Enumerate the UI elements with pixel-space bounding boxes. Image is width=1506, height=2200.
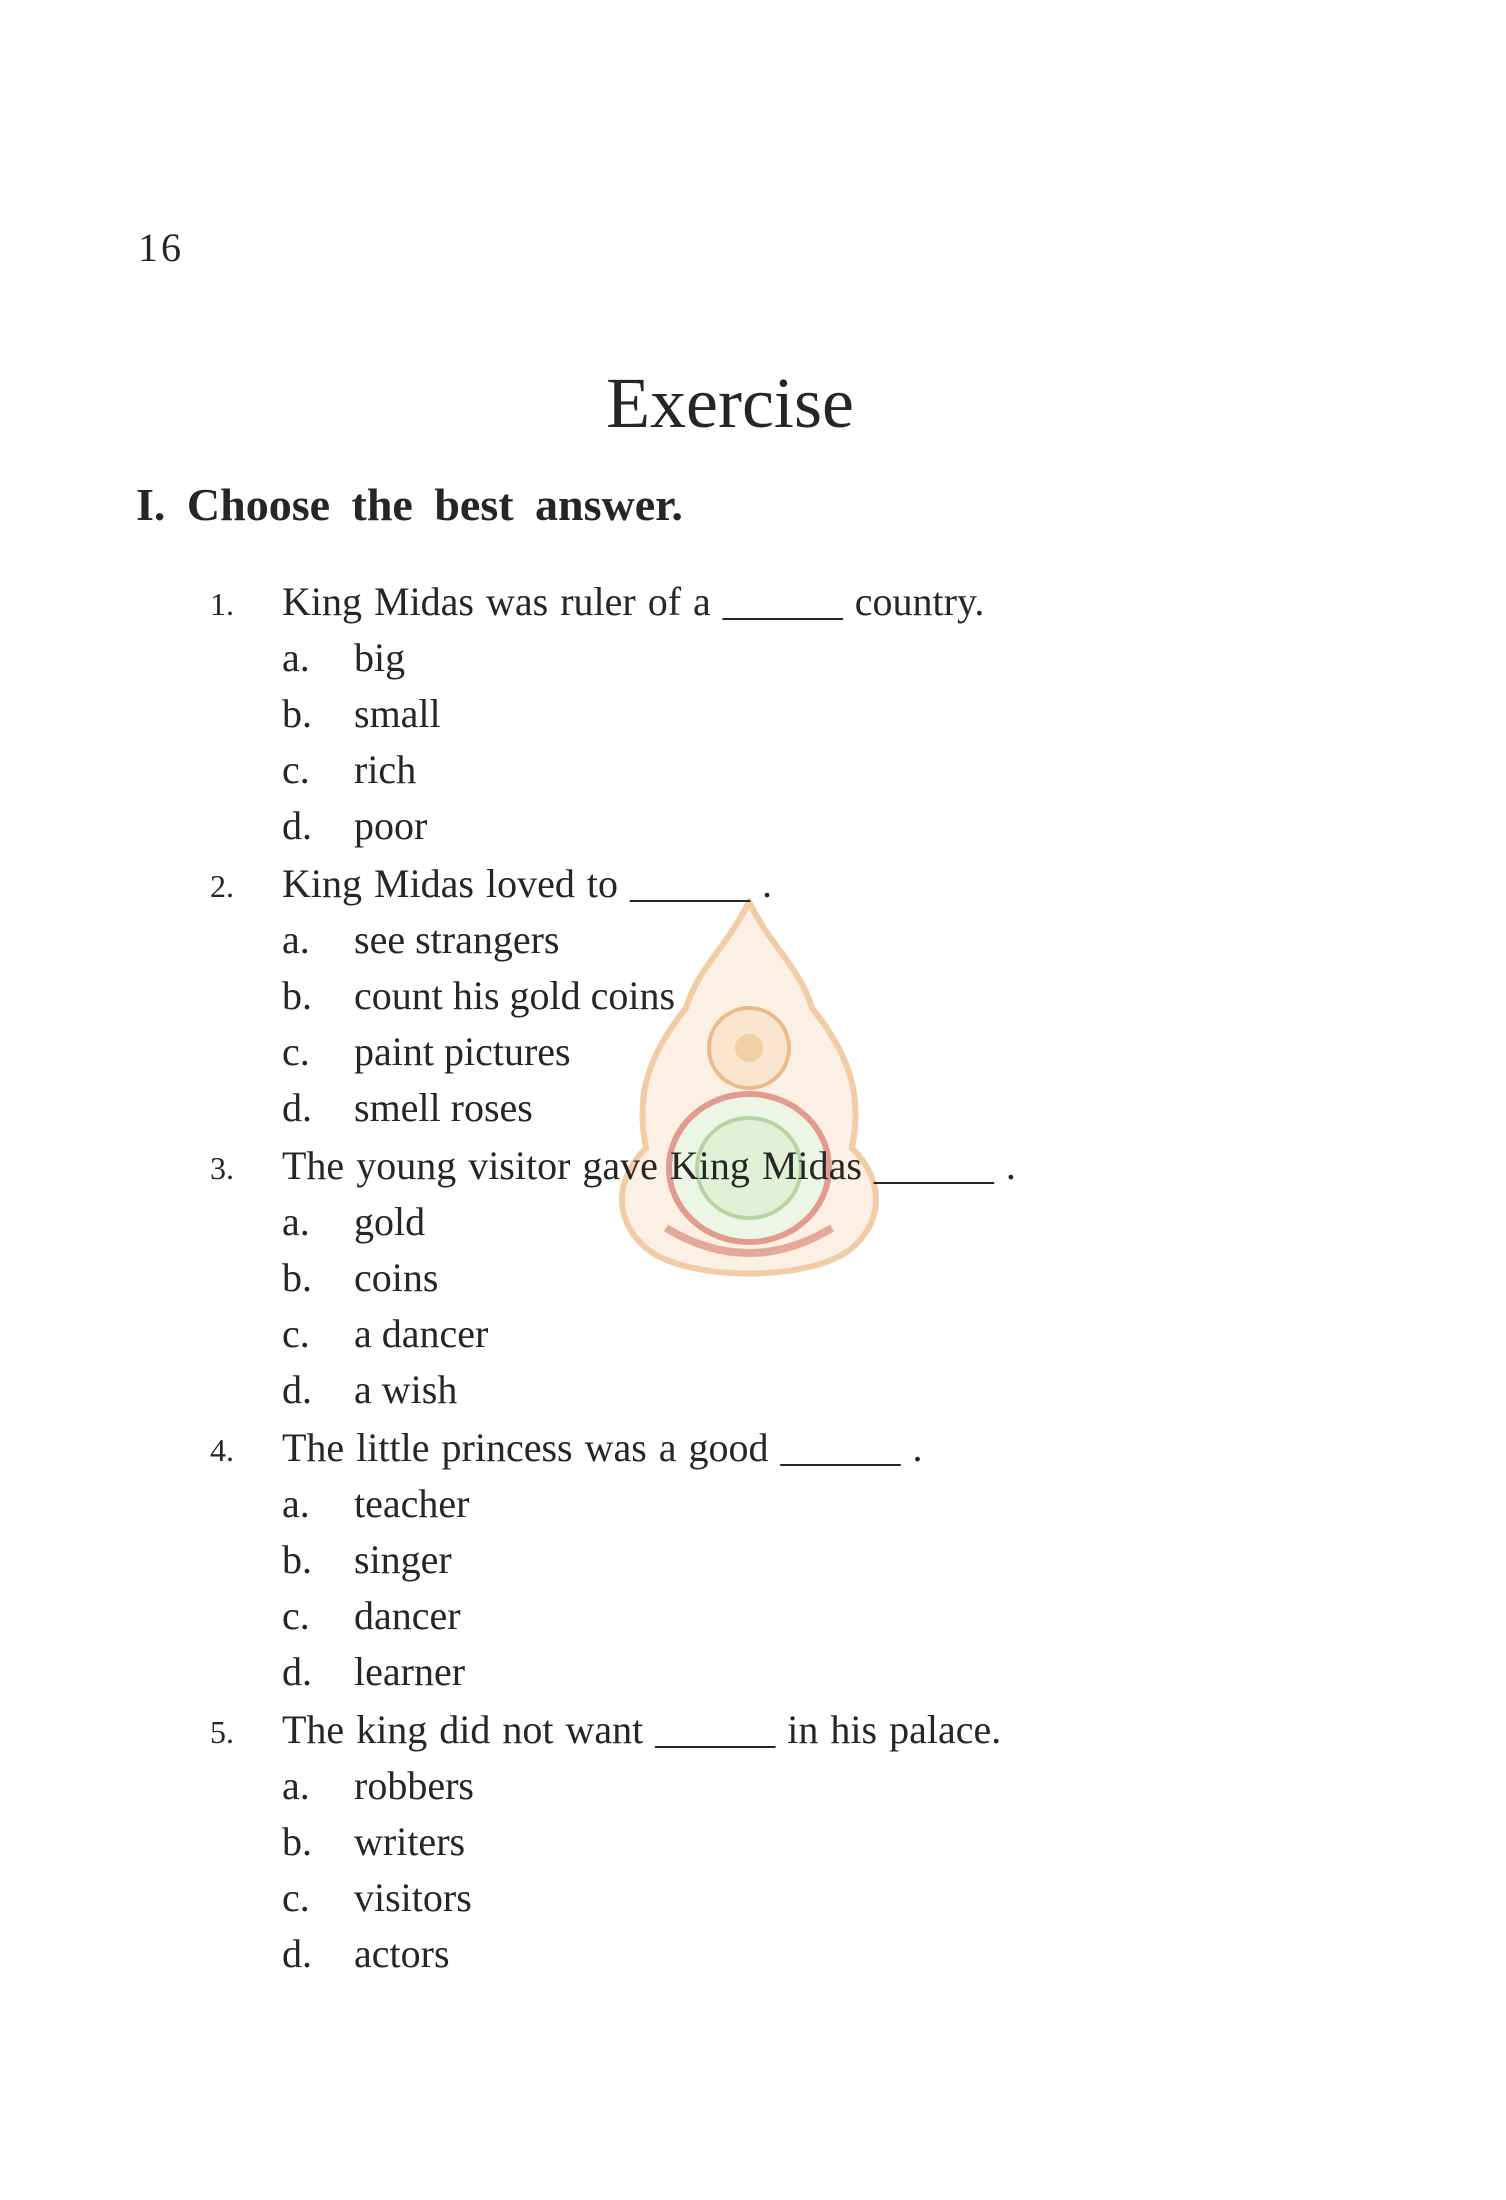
question-item (210, 1706, 1002, 1976)
option-item[interactable] (282, 916, 559, 963)
option-item[interactable] (282, 1536, 452, 1583)
option-item[interactable] (282, 1874, 472, 1921)
option-text: see strangers (354, 917, 560, 962)
option-letter: c. (282, 1875, 310, 1920)
option-letter: a. (282, 1763, 310, 1808)
option-text: dancer (354, 1593, 461, 1638)
question-number: 3. (210, 1150, 234, 1186)
question-item (210, 578, 985, 848)
option-letter: a. (282, 1481, 310, 1526)
option-letter: b. (282, 1255, 312, 1300)
option-item[interactable] (282, 1028, 571, 1075)
option-item[interactable] (282, 1084, 533, 1131)
option-item[interactable] (282, 1648, 465, 1695)
option-item[interactable] (282, 972, 675, 1019)
option-text: singer (354, 1537, 452, 1582)
option-text: paint pictures (354, 1029, 571, 1074)
option-text: robbers (354, 1763, 474, 1808)
option-letter: d. (282, 803, 312, 848)
option-text: writers (354, 1819, 466, 1864)
question-text: King Midas was ruler of a ______ country. (282, 579, 985, 624)
option-item[interactable] (282, 1366, 457, 1413)
option-letter: b. (282, 691, 312, 736)
emblem-watermark-icon (606, 898, 892, 1284)
option-text: rich (354, 747, 417, 792)
option-item[interactable] (282, 1592, 461, 1639)
option-text: count his gold coins (354, 973, 676, 1018)
option-letter: c. (282, 1593, 310, 1638)
option-item[interactable] (282, 1480, 469, 1527)
option-text: learner (354, 1649, 466, 1694)
option-text: big (354, 635, 406, 680)
option-letter: a. (282, 1199, 310, 1244)
option-letter: d. (282, 1649, 312, 1694)
option-letter: b. (282, 1819, 312, 1864)
option-item[interactable] (282, 634, 405, 681)
option-text: teacher (354, 1481, 470, 1526)
option-letter: a. (282, 917, 310, 962)
option-text: visitors (354, 1875, 472, 1920)
question-text: The king did not want ______ in his palace. (282, 1707, 1002, 1752)
question-number: 1. (210, 586, 234, 622)
option-item[interactable] (282, 802, 427, 849)
option-item[interactable] (282, 1818, 465, 1865)
option-item[interactable] (282, 746, 416, 793)
option-letter: b. (282, 973, 312, 1018)
question-number: 5. (210, 1714, 234, 1750)
option-letter: c. (282, 1311, 310, 1356)
option-letter: b. (282, 1537, 312, 1582)
option-item[interactable] (282, 1310, 488, 1357)
option-text: coins (354, 1255, 439, 1300)
page-title: Exercise (606, 363, 854, 443)
page-number: 16 (138, 225, 184, 270)
option-letter: d. (282, 1367, 312, 1412)
question-text: King Midas loved to ______ . (282, 861, 772, 906)
question-number: 4. (210, 1432, 234, 1468)
option-text: gold (354, 1199, 426, 1244)
option-text: small (354, 691, 441, 736)
question-item (210, 1142, 1016, 1412)
option-text: smell roses (354, 1085, 533, 1130)
option-letter: c. (282, 1029, 310, 1074)
option-item[interactable] (282, 1930, 450, 1977)
question-item (210, 860, 772, 1130)
option-letter: a. (282, 635, 310, 680)
option-letter: d. (282, 1931, 312, 1976)
question-item (210, 1424, 923, 1694)
option-text: actors (354, 1931, 450, 1976)
option-item[interactable] (282, 1762, 474, 1809)
option-letter: c. (282, 747, 310, 792)
option-text: poor (354, 803, 428, 848)
option-item[interactable] (282, 690, 441, 737)
question-text: The little princess was a good ______ . (282, 1425, 923, 1470)
question-number: 2. (210, 868, 234, 904)
question-text: The young visitor gave King Midas ______ . (282, 1143, 1016, 1188)
option-letter: d. (282, 1085, 312, 1130)
section-heading: I. Choose the best answer. (136, 479, 683, 530)
option-text: a wish (354, 1367, 458, 1412)
option-item[interactable] (282, 1254, 438, 1301)
option-item[interactable] (282, 1198, 425, 1245)
option-text: a dancer (354, 1311, 489, 1356)
